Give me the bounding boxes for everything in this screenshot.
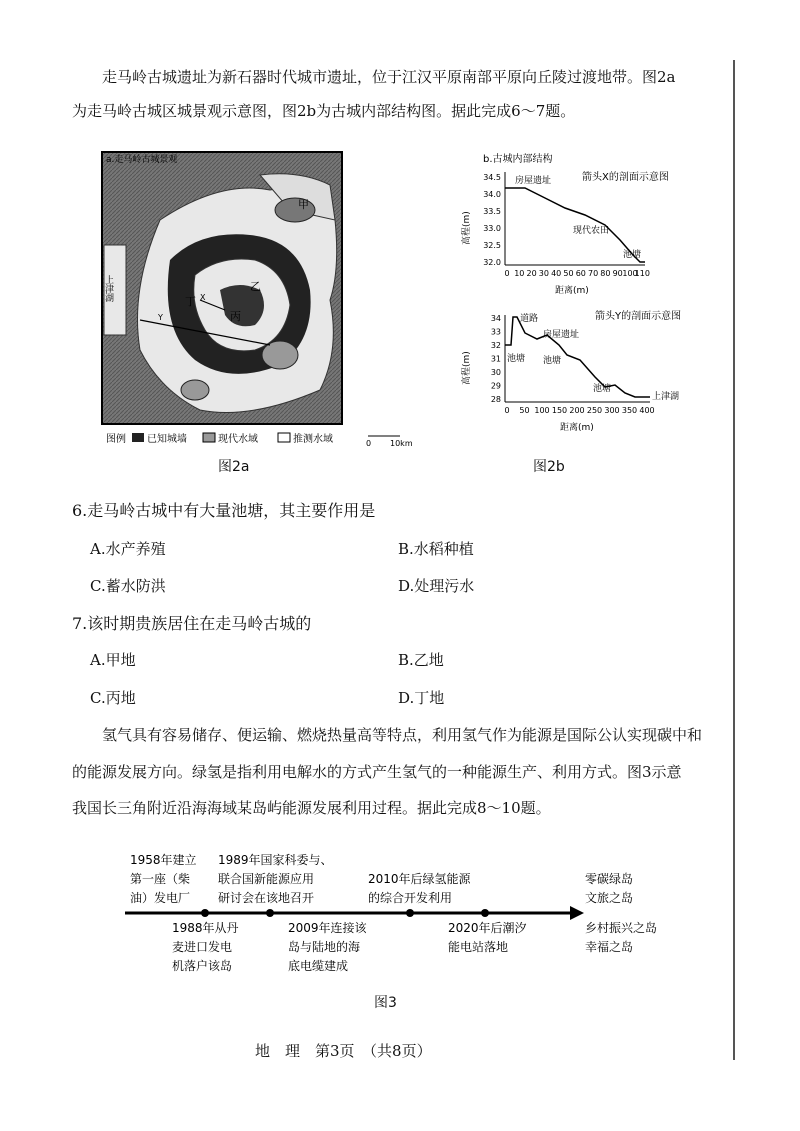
profile-y-pond3: 池塘 xyxy=(593,384,612,394)
profile-x-xtick: 20 xyxy=(526,269,537,278)
figure-3-timeline xyxy=(100,850,720,985)
profile-x-farm: 现代农田 xyxy=(573,226,610,236)
profile-y-ytick: 29 xyxy=(490,381,501,391)
profile-y-xtick: 250 xyxy=(586,406,603,415)
timeline-top-event: 2010年后绿氢能源 xyxy=(368,872,471,886)
profile-x-ytick: 34.0 xyxy=(483,190,501,199)
timeline-top-event: 研讨会在该地召开 xyxy=(218,891,315,905)
timeline-bottom-event: 2009年连接该 xyxy=(288,921,367,935)
profile-x-xtick: 10 xyxy=(514,269,525,278)
profile-y-pond2: 池塘 xyxy=(543,356,562,366)
q7-option-b[interactable]: B.乙地 xyxy=(398,651,444,669)
map-label-jia: 甲 xyxy=(298,198,309,211)
profile-x-xlabel: 距离(m) xyxy=(555,286,589,296)
profile-heading: b.古城内部结构 xyxy=(483,154,553,165)
intro2-line2: 的能源发展方向。绿氢是指利用电解水的方式产生氢气的一种能源生产、利用方式。图3示意 xyxy=(72,763,682,781)
profile-x-xtick: 80 xyxy=(600,269,611,278)
profile-y-ytick: 31 xyxy=(490,354,501,364)
map-label-bing: 丙 xyxy=(230,310,241,323)
map-label-y: Y xyxy=(158,313,163,322)
timeline-bottom-event: 幸福之岛 xyxy=(585,940,634,954)
timeline-top-event: 文旅之岛 xyxy=(585,891,634,905)
q6-option-a[interactable]: A.水产养殖 xyxy=(90,540,166,558)
intro2-line3: 我国长三角附近沿海海域某岛屿能源发展利用过程。据此完成8～10题。 xyxy=(72,799,551,817)
profile-y-xtick: 200 xyxy=(569,406,585,415)
legend-prefix: 图例 xyxy=(106,434,126,445)
intro1-line2: 为走马岭古城区城景观示意图，图2b为古城内部结构图。据此完成6～7题。 xyxy=(72,102,576,120)
q7-option-d[interactable]: D.丁地 xyxy=(398,689,445,707)
q6-option-c[interactable]: C.蓄水防洪 xyxy=(90,577,166,595)
profile-x-xtick: 60 xyxy=(575,269,586,278)
profile-x-ytick: 34.5 xyxy=(483,173,501,182)
profile-y-title: 箭头Y的剖面示意图 xyxy=(595,311,682,322)
caption-2b: 图2b xyxy=(533,459,565,475)
scale-label: 10km xyxy=(390,439,413,448)
profile-y-xtick: 50 xyxy=(519,406,530,415)
profile-y-ytick: 33 xyxy=(490,327,501,337)
q6-stem: 6.走马岭古城中有大量池塘，其主要作用是 xyxy=(72,501,376,520)
profile-x-house: 房屋遗址 xyxy=(515,176,552,186)
legend-inferred: 推测水域 xyxy=(293,434,333,445)
profile-x-xtick: 50 xyxy=(563,269,574,278)
profile-y-xtick: 300 xyxy=(604,406,620,415)
q6-option-b[interactable]: B.水稻种植 xyxy=(398,540,474,558)
timeline-bottom-event: 麦进口发电 xyxy=(172,940,233,954)
timeline-bottom-event: 机落户该岛 xyxy=(172,959,233,973)
timeline-top-event: 联合国新能源应用 xyxy=(218,872,315,886)
timeline-arrowhead xyxy=(570,906,584,920)
profile-y-ytick: 32 xyxy=(490,341,501,350)
profile-x-xtick: 110 xyxy=(634,269,650,278)
timeline-bottom-event: 能电站落地 xyxy=(448,940,509,954)
legend-wall-swatch xyxy=(132,433,144,442)
profile-x-xtick: 40 xyxy=(551,269,562,278)
caption-2a: 图2a xyxy=(218,459,250,475)
timeline-top-event: 的综合开发利用 xyxy=(368,891,453,905)
profile-y-xtick: 400 xyxy=(639,406,655,415)
page-footer: 地 理 第3页 （共8页） xyxy=(255,1042,432,1060)
profile-y-xtick: 150 xyxy=(551,406,568,415)
timeline-dot xyxy=(266,909,274,917)
intro2-line1: 氢气具有容易储存、便运输、燃烧热量高等特点，利用氢气作为能源是国际公认实现碳中和 xyxy=(102,726,703,744)
profile-y-line xyxy=(505,317,650,397)
profile-y-chart xyxy=(455,305,695,440)
profile-x-ylabel: 高程(m) xyxy=(462,211,472,245)
timeline-top-event: 1989年国家科委与、 xyxy=(218,853,333,867)
timeline-bottom-event: 岛与陆地的海 xyxy=(288,940,361,954)
profile-y-road: 道路 xyxy=(520,314,539,324)
profile-y-house: 房屋遗址 xyxy=(543,330,580,340)
legend-water: 现代水域 xyxy=(218,434,258,445)
map-label-ding: 丁 xyxy=(185,295,196,308)
map-label-lake: 上津湖 xyxy=(103,275,113,302)
profile-x-xtick: 90 xyxy=(612,269,623,278)
profile-x-ytick: 33.0 xyxy=(483,224,501,233)
caption-3: 图3 xyxy=(374,995,397,1011)
profile-x-ytick: 32.5 xyxy=(483,241,501,250)
profile-y-lake: 上津湖 xyxy=(652,392,680,402)
timeline-top-event: 第一座（柴 xyxy=(130,872,191,886)
profile-y-pond1: 池塘 xyxy=(507,354,526,364)
profile-y-xtick: 350 xyxy=(621,406,638,415)
profile-y-ytick: 34 xyxy=(490,314,501,323)
timeline-bottom-event: 底电缆建成 xyxy=(288,959,349,973)
profile-x-xtick: 0 xyxy=(504,269,510,278)
timeline-dot xyxy=(406,909,414,917)
profile-x-pond: 池塘 xyxy=(623,250,642,260)
profile-y-ylabel: 高程(m) xyxy=(462,351,472,385)
map-label-yi: 乙 xyxy=(250,280,261,293)
profile-y-ytick: 30 xyxy=(490,368,501,377)
profile-y-ytick: 28 xyxy=(490,395,501,404)
profile-x-chart xyxy=(455,150,695,300)
scale-zero: 0 xyxy=(366,439,372,448)
profile-x-title: 箭头X的剖面示意图 xyxy=(582,172,669,183)
timeline-bottom-event: 2020年后潮汐 xyxy=(448,921,527,935)
margin-line xyxy=(733,60,735,1060)
q7-option-a[interactable]: A.甲地 xyxy=(90,651,136,669)
timeline-top-event: 1958年建立 xyxy=(130,853,197,867)
timeline-bottom-event: 乡村振兴之岛 xyxy=(585,921,658,935)
q7-stem: 7.该时期贵族居住在走马岭古城的 xyxy=(72,614,312,633)
q6-option-d[interactable]: D.处理污水 xyxy=(398,577,475,595)
profile-x-xtick: 100 xyxy=(622,269,638,278)
profile-y-xlabel: 距离(m) xyxy=(560,423,594,433)
profile-x-ytick: 33.5 xyxy=(483,207,501,216)
timeline-dot xyxy=(201,909,209,917)
timeline-top-event: 零碳绿岛 xyxy=(585,872,634,886)
intro1-line1: 走马岭古城遗址为新石器时代城市遗址，位于江汉平原南部平原向丘陵过渡地带。图2a xyxy=(102,68,676,86)
map-title: a.走马岭古城景观 xyxy=(106,155,178,165)
profile-y-xtick: 0 xyxy=(504,406,510,415)
legend-water-swatch xyxy=(203,433,215,442)
timeline-top-event: 油）发电厂 xyxy=(130,891,191,905)
timeline-dot xyxy=(481,909,489,917)
q7-option-c[interactable]: C.丙地 xyxy=(90,689,136,707)
legend-inferred-swatch xyxy=(278,433,290,442)
profile-x-ytick: 32.0 xyxy=(483,258,501,267)
timeline-bottom-event: 1988年从丹 xyxy=(172,921,239,935)
profile-x-xtick: 30 xyxy=(538,269,549,278)
profile-y-xtick: 100 xyxy=(534,406,550,415)
map-label-x: X xyxy=(200,293,206,302)
legend-wall: 已知城墙 xyxy=(147,434,187,445)
profile-x-xtick: 70 xyxy=(588,269,599,278)
figure-2a-map xyxy=(100,150,445,450)
